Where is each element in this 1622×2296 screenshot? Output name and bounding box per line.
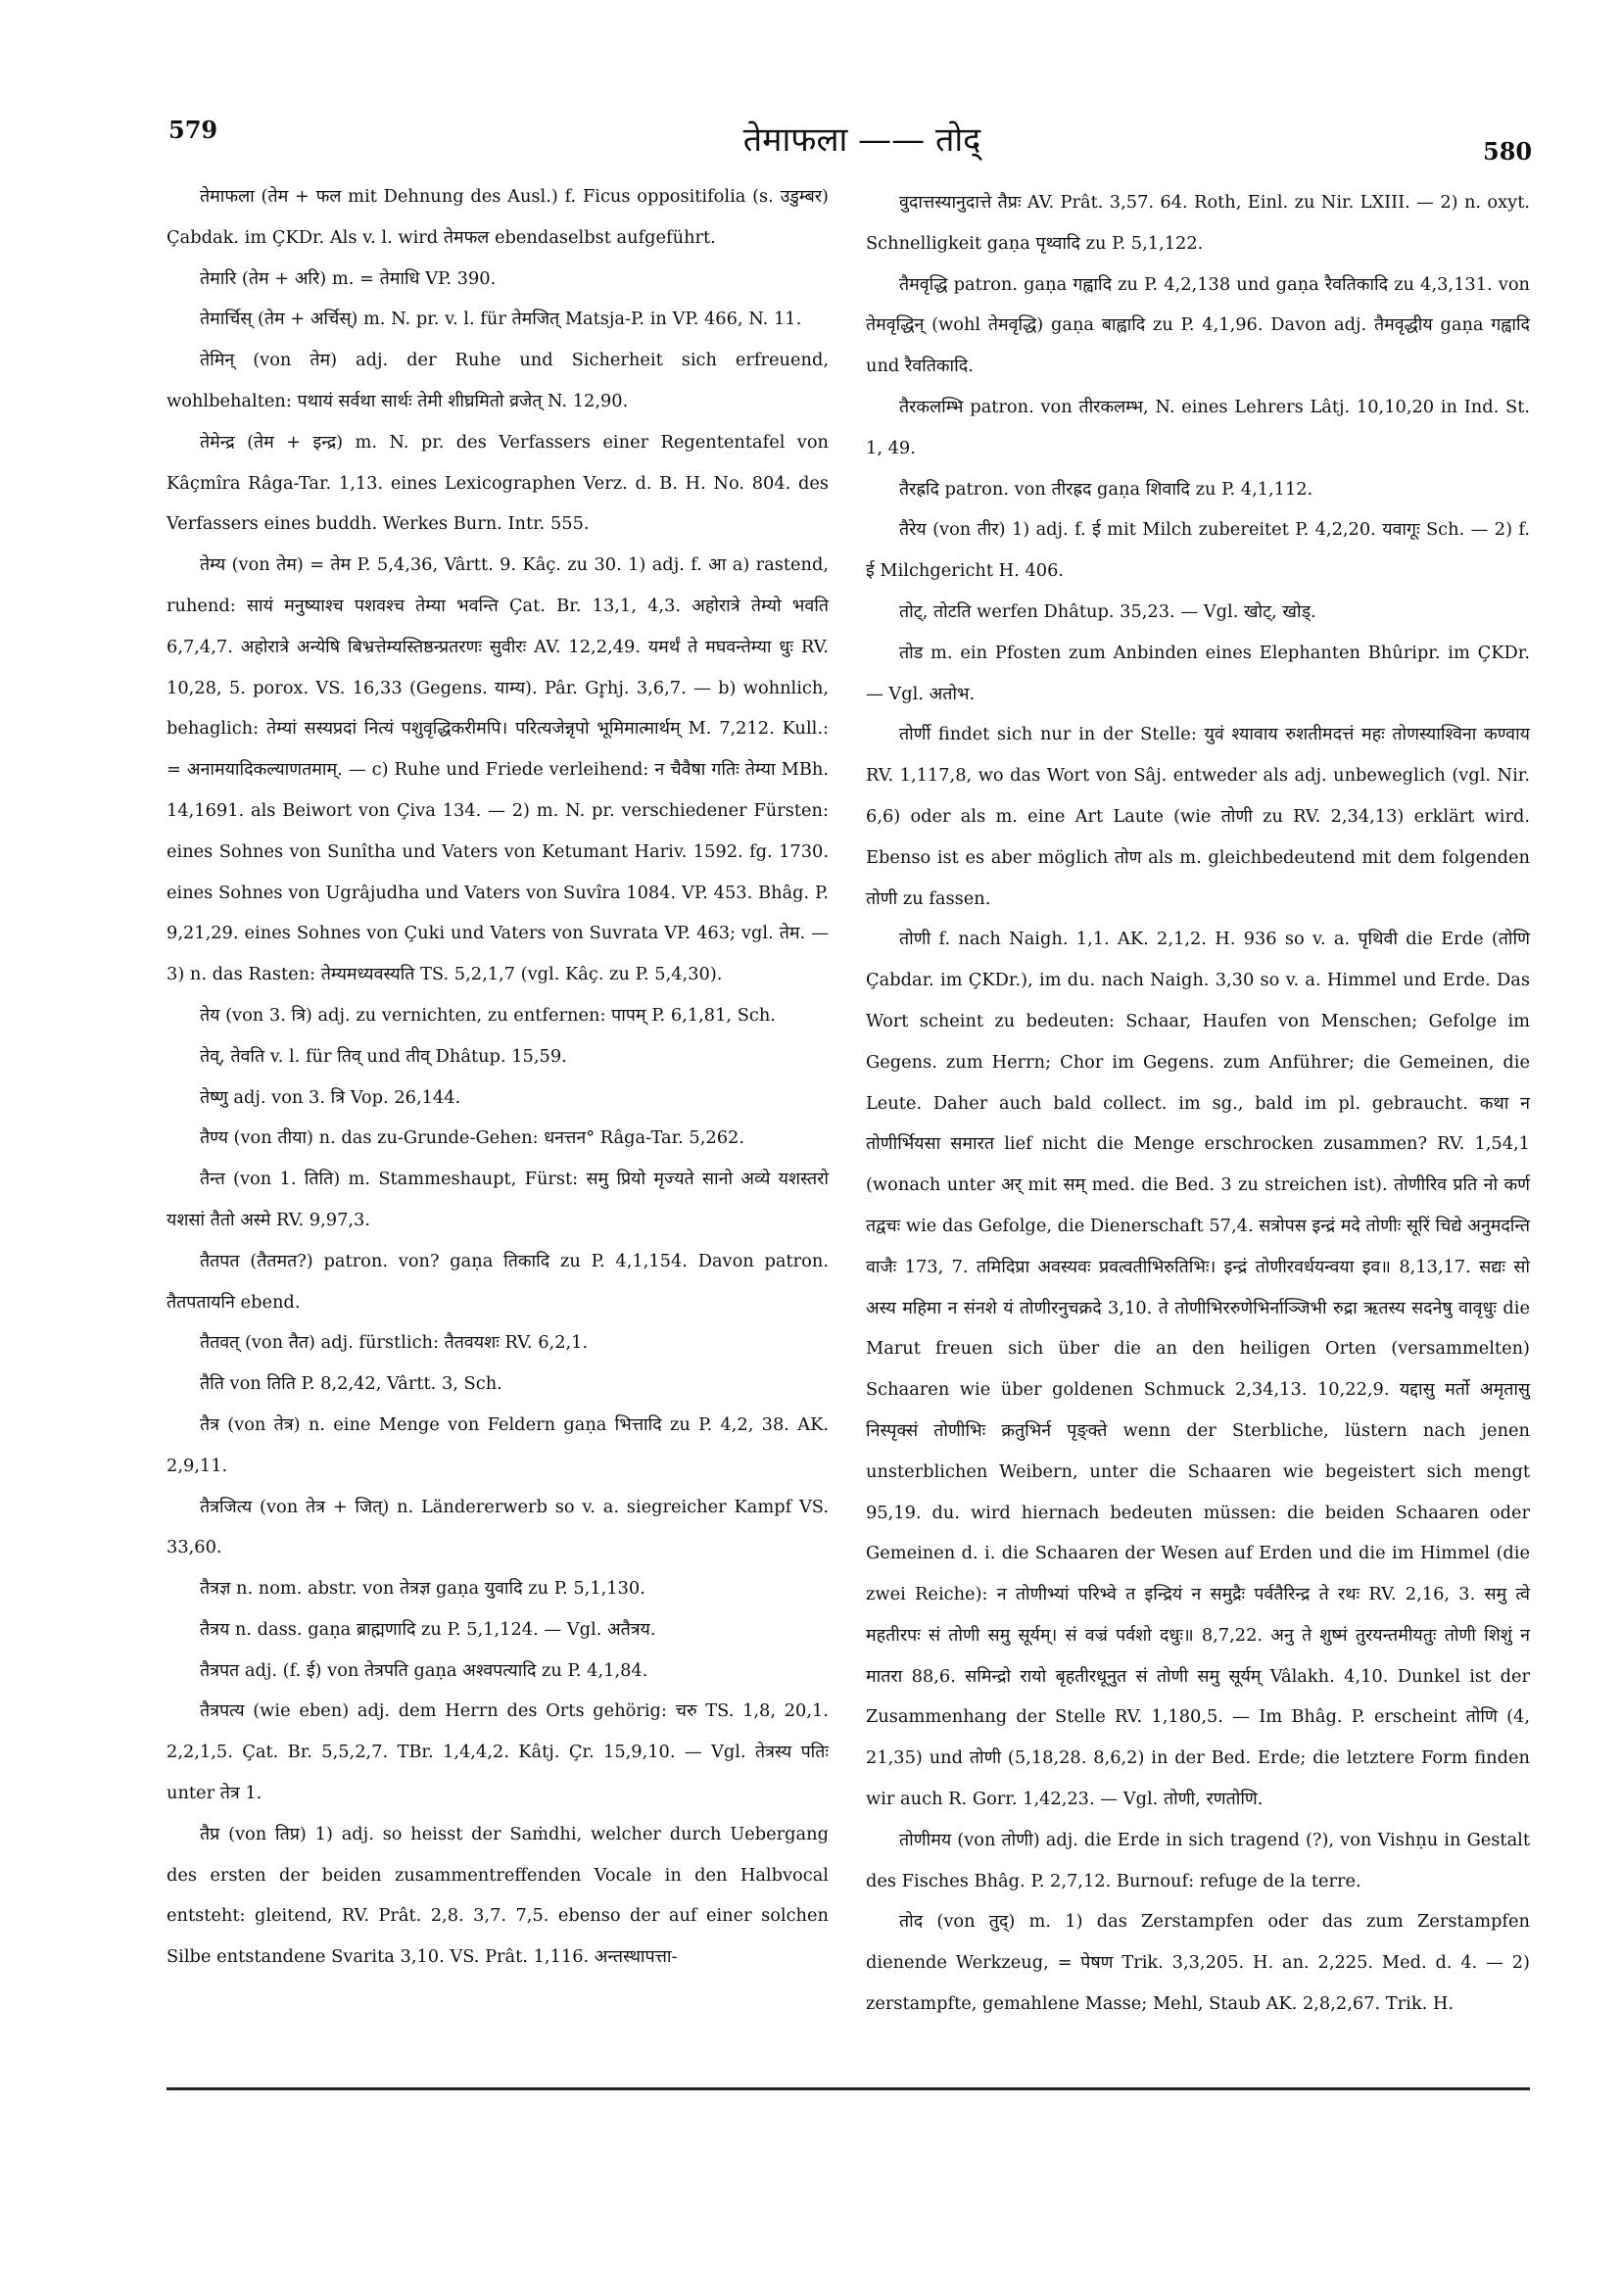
dictionary-entry: तेमेन्द्र (तेम + इन्द्र) m. N. pr. des Verfassers einer Regententafel von Kâçmîra Râga-Tar. 1,13. eines Lexicographen Verz. d. B. H. No. 804. des Verfassers eines buddh. Werkes Burn. Intr. 555. — [167, 431, 829, 535]
left-page-number: 579 — [168, 116, 218, 144]
dictionary-entry: तैरकलम्भि patron. von तीरकलम्भ, N. eines Lehrers Lâtj. 10,10,20 in Ind. St. 1, 49. — [866, 396, 1530, 458]
left-column — [167, 176, 829, 1978]
dictionary-entry: तैरह्रदि patron. von तीरह्रद gaṇa शिवादि zu P. 4,1,112. — [899, 478, 1313, 500]
dictionary-entry: तैति von तिति P. 8,2,42, Vârtt. 3, Sch. — [200, 1373, 502, 1395]
dictionary-entry: तैत्रपत adj. (f. ई) von तेत्रपति gaṇa अश्वपत्यादि zu P. 4,1,84. — [200, 1659, 648, 1681]
dictionary-entry: तैत्रपत्य (wie eben) adj. dem Herrn des Orts gehörig: चरु TS. 1,8, 20,1. 2,2,1,5. Çat. Br. 5,5,2,7. TBr. 1,4,4,2. Kâtj. Çr. 15,9,10. — Vgl. तेत्रस्य पतिः unter तेत्र 1. — [167, 1700, 829, 1804]
footer-rule — [167, 2087, 1530, 2090]
dictionary-entry: तोद (von तुद्) m. 1) das Zerstampfen oder das zum Zerstampfen dienende Werkzeug, = पेषण Trik. 3,3,205. H. an. 2,225. Med. d. 4. — 2) zerstampfte, gemahlene Masse; Mehl, Staub AK. 2,8,2,67. Trik. H. — [866, 1911, 1530, 2015]
dictionary-entry: तोट्, तोटति werfen Dhâtup. 35,23. — Vgl. खोट्, खोड्. — [899, 600, 1316, 622]
dictionary-entry: तोणी f. nach Naigh. 1,1. AK. 2,1,2. H. 936 so v. a. पृथिवी die Erde (तोणि Çabdar. im ÇKDr.), im du. nach Naigh. 3,30 so v. a. Himmel und Erde. Das Wort scheint zu bedeuten: Schaar, Haufen von Menschen; Gefolge im Gegens. zum Herrn; Chor im Gegens. zum Anführer; die Gemeinen, die Leute. Daher auch bald collect. im sg., bald im pl. gebraucht. कथा न तोणीर्भियसा समारत lief nicht die Menge erschrocken zusammen? RV. 1,54,1 (wonach unter अर् mit सम् med. die Bed. 3 zu streichen ist). तोणीरिव प्रति नो कर्ण तद्वचः wie das Gefolge, die Dienerschaft 57,4. सत्रोपस इन्द्रं मदे तोणीः सूरिं चिद्ये अनुमदन्ति वाजैः 173, 7. तमिदिप्रा अवस्यवः प्रवत्वतीभिरुतिभिः। इन्द्रं तोणीरवर्धयन्वया इव॥ 8,13,17. सद्यः सो अस्य महिमा न संनशे यं तोणीरनुचक्रदे 3,10. ते तोणीभिररुणेभिर्नाञ्जिभी रुद्रा ऋतस्य सदनेषु वावृधुः die Marut freuen sich über die an den heiligen Orten (versammelten) Schaaren wie über goldenen Schmuck 2,34,13. 10,22,9. यद्दासु मर्तो अमृतासु निस्पृक्सं तोणीभिः क्रतुभिर्न पृङ्क्ते wenn der Sterbliche, lüstern nach jenen unsterblichen Weibern, unter die Schaaren wie begeistert sich mengt 95,19. du. wird hiernach bedeuten müssen: die beiden Schaaren oder Gemeinen d. i. die Schaaren der Wesen auf Erden und die im Himmel (die zwei Reiche): न तोणीभ्यां परिभ्वे त इन्द्रियं न समुद्रैः पर्वतैरिन्द्र ते रथः RV. 2,16, 3. समु त्वे महतीरपः सं तोणी समु सूर्यम्। सं वज्रं पर्वशो दधुः॥ 8,7,22. अनु ते शुष्मं तुरयन्तमीयतुः तोणी शिशुं न मातरा 88,6. समिन्द्रो रायो बृहतीरधूनुत सं तोणी समु सूर्यम् Vâlakh. 4,10. Dunkel ist der Zusammenhang der Stelle RV. 1,180,5. — Im Bhâg. P. erscheint तोणि (4, 21,35) und तोणी (5,18,28. 8,6,2) in der Bed. Erde; die letztere Form finden wir auch R. Gorr. 1,42,23. — Vgl. तोणी, रणतोणि. — [866, 929, 1530, 1810]
dictionary-entry: तैन्त (von 1. तिति) m. Stammeshaupt, Fürst: समु प्रियो मृज्यते सानो अव्ये यशस्तरो यशसां तैतो अस्मे RV. 9,97,3. — [167, 1169, 829, 1230]
running-head: तेमाफला —— तोद् — [742, 120, 981, 160]
dictionary-entry: तेष्णु adj. von 3. त्रि Vop. 26,144. — [200, 1086, 461, 1108]
right-page-number: 580 — [1483, 137, 1533, 166]
dictionary-entry: तोड m. ein Pfosten zum Anbinden eines Elephanten Bhûripr. im ÇKDr. — Vgl. अतोभ. — [866, 642, 1530, 704]
dictionary-entry: तेम्य (von तेम) = तेम P. 5,4,36, Vârtt. 9. Kâç. zu 30. 1) adj. f. आ a) rastend, ruhend: सायं मनुष्याश्च पशवश्च तेम्या भवन्ति Çat. Br. 13,1, 4,3. अहोरात्रे तेम्यो भवति 6,7,4,7. अहोरात्रे अन्येषि बिभ्रत्तेम्यस्तिष्ठन्प्रतरणः सुवीरः AV. 12,2,49. यमर्थं ते मघवन्तेम्या धुः RV. 10,28, 5. porox. VS. 16,33 (Gegens. याम्य). Pâr. Gr̥hj. 3,6,7. — b) wohnlich, behaglich: तेम्यां सस्यप्रदां नित्यं पशुवृद्धिकरीमपि। परित्यजेन्नृपो भूमिमात्मार्थम् M. 7,212. Kull.: = अनामयादिकल्याणतमाम्. — c) Ruhe und Friede verleihend: न चैवैषा गतिः तेम्या MBh. 14,1691. als Beiwort von Çiva 134. — 2) m. N. pr. verschiedener Fürsten: eines Sohnes von Sunîtha und Vaters von Ketumant Hariv. 1592. fg. 1730. eines Sohnes von Ugrâjudha und Vaters von Suvîra 1084. VP. 453. Bhâg. P. 9,21,29. eines Sohnes von Çuki und Vaters von Suvrata VP. 463; vgl. तेम. — 3) n. das Rasten: तेम्यमध्यवस्यति TS. 5,2,1,7 (vgl. Kâç. zu P. 5,4,30). — [167, 554, 829, 985]
dictionary-entry: तैमवृद्धि patron. gaṇa गह्वादि zu P. 4,2,138 und gaṇa रैवतिकादि zu 4,3,131. von तेमवृद्धिन् (wohl तेमवृद्धि) gaṇa बाह्वादि zu P. 4,1,96. Davon adj. तैमवृद्धीय gaṇa गह्वादि und रैवतिकादि. — [866, 273, 1530, 377]
dictionary-entry: तैरेय (von तीर) 1) adj. f. ई mit Milch zubereitet P. 4,2,20. यवागूः Sch. — 2) f. ई Milchgericht H. 406. — [866, 519, 1530, 582]
dictionary-entry: तेव्, तेवति v. l. für तिव् und तीव् Dhâtup. 15,59. — [200, 1045, 567, 1067]
dictionary-entry: तैत्रज्ञ n. nom. abstr. von तेत्रज्ञ gaṇa युवादि zu P. 5,1,130. — [200, 1578, 645, 1600]
dictionary-entry: तोणीमय (von तोणी) adj. die Erde in sich tragend (?), von Vishṇu in Gestalt des Fisches Bhâg. P. 2,7,12. Burnouf: refuge de la terre. — [866, 1829, 1530, 1891]
dictionary-entry: तैप्र (von तिप्र) 1) adj. so heisst der Saṁdhi, welcher durch Uebergang des ersten der beiden zusammentreffenden Vocale in den Halbvocal entsteht: gleitend, RV. Prât. 2,8. 3,7. 7,5. ebenso der auf einer solchen Silbe entstandene Svarita 3,10. VS. Prât. 1,116. अन्तस्थापत्ता- — [167, 1823, 829, 1968]
dictionary-entry: तेय (von 3. त्रि) adj. zu vernichten, zu entfernen: पापम् P. 6,1,81, Sch. — [200, 1004, 776, 1026]
dictionary-entry: तैत्र (von तेत्र) n. eine Menge von Feldern gaṇa भित्तादि zu P. 4,2, 38. AK. 2,9,11. — [167, 1413, 829, 1476]
right-column — [866, 182, 1530, 2025]
dictionary-entry: तोर्णी findet sich nur in der Stelle: युवं श्यावाय रुशतीमदत्तं महः तोणस्याश्विना कण्वाय RV. 1,117,8, wo das Wort von Sâj. entweder als adj. unbeweglich (vgl. Nir. 6,6) oder als m. eine Art Laute (wie तोणी zu RV. 2,34,13) erklärt wird. Ebenso ist es aber möglich तोण als m. gleichbedeutend mit dem folgenden तोणी zu fassen. — [866, 724, 1530, 909]
dictionary-entry: तेमिन् (von तेम) adj. der Ruhe und Sicherheit sich erfreuend, wohlbehalten: पथायं सर्वथा सार्थः तेमी शीघ्रमितो व्रजेत् N. 12,90. — [167, 350, 829, 411]
dictionary-entry: तैत्रय n. dass. gaṇa ब्राह्मणादि zu P. 5,1,124. — Vgl. अतैत्रय. — [200, 1618, 656, 1640]
dictionary-entry: तेमाफला (तेम + फल mit Dehnung des Ausl.) f. Ficus oppositifolia (s. उडुम्बर) Çabdak. im ÇKDr. Als v. l. wird तेमफल ebendaselbst aufgeführt. — [167, 186, 829, 248]
dictionary-entry: तैत्रजित्य (von तेत्र + जित्) n. Ländererwerb so v. a. siegreicher Kampf VS. 33,60. — [167, 1496, 829, 1558]
dictionary-entry: वुदात्तस्यानुदात्ते तैप्रः AV. Prât. 3,57. 64. Roth, Einl. zu Nir. LXIII. — 2) n. oxyt. Schnelligkeit gaṇa पृथ्वादि zu P. 5,1,122. — [866, 192, 1530, 254]
dictionary-entry: तैतपत (तैतमत?) patron. von? gaṇa तिकादि zu P. 4,1,154. Davon patron. तैतपतायनि ebend. — [167, 1250, 829, 1313]
dictionary-entry: तैतवत् (von तैत) adj. fürstlich: तैतवयशः RV. 6,2,1. — [200, 1332, 589, 1354]
dictionary-entry: तैण्य (von तीया) n. das zu-Grunde-Gehen: धनत्तन° Râga-Tar. 5,262. — [200, 1127, 744, 1149]
dictionary-entry: तेमारि (तेम + अरि) m. = तेमाधि VP. 390. — [200, 267, 497, 289]
dictionary-entry: तेमार्चिस् (तेम + अर्चिस्) m. N. pr. v. l. für तेमजित् Matsja-P. in VP. 466, N. 11. — [200, 309, 802, 330]
